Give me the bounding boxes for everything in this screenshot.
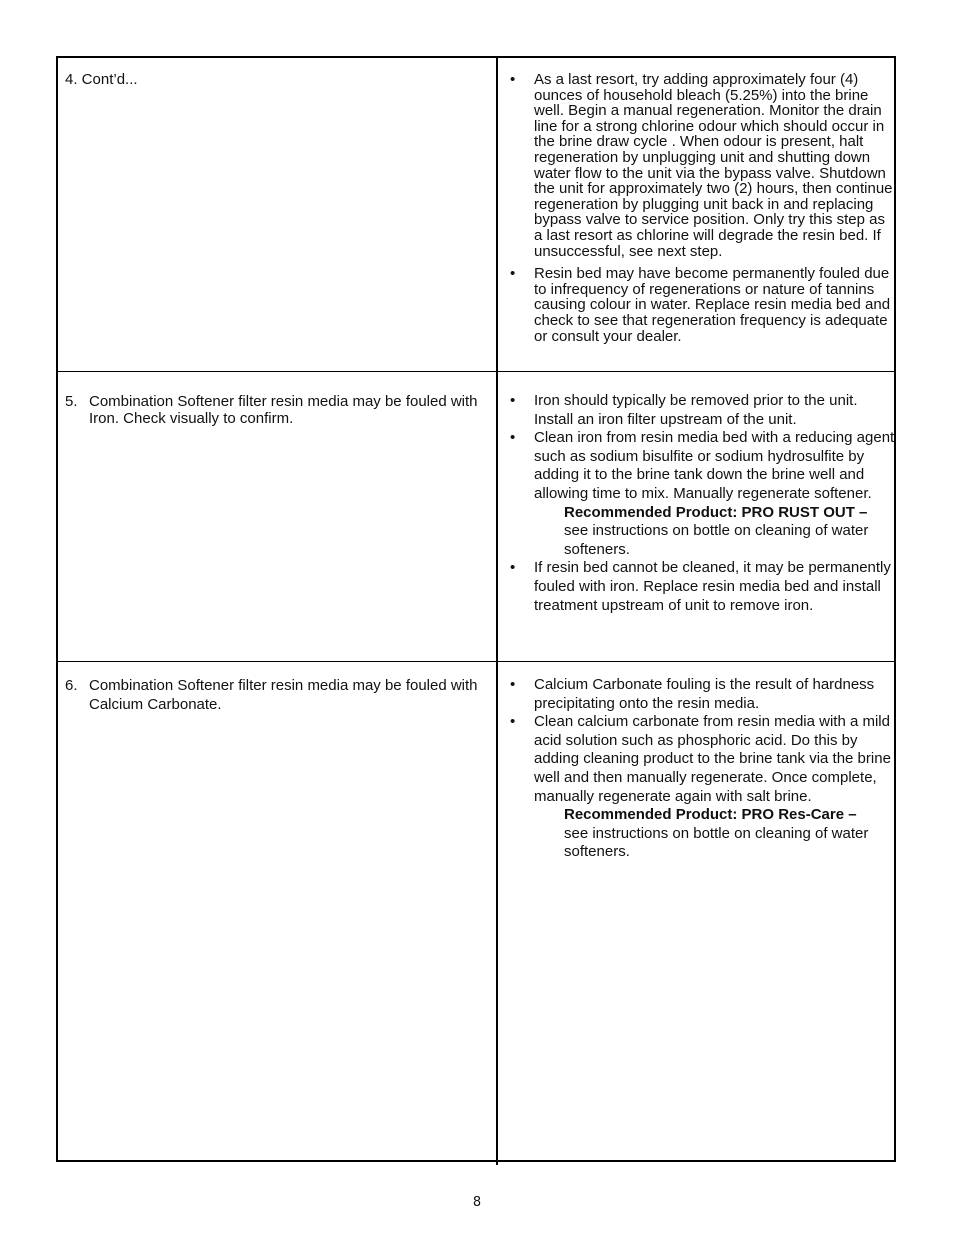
recommended-product (534, 806, 895, 862)
recommended-product-label: Recommended Product: PRO Res-Care – (564, 806, 857, 824)
row-divider (58, 371, 896, 372)
problem-number: 6. (65, 677, 78, 694)
problem-text: Combination Softener filter resin media may be fouled with Iron. Check visually to confirm. (89, 393, 478, 427)
solution-text: Resin bed may have become permanently fouled due to infrequency of regenerations or nature of tannins causing colour in water. Replace resin media bed and check to see that regeneration frequency is adequate or consult your dealer. (534, 265, 891, 345)
list-item (510, 429, 895, 559)
bullet-icon: • (510, 429, 516, 447)
row-divider (58, 661, 896, 662)
problem-cell-row-4 (65, 72, 485, 88)
list-item (510, 559, 895, 615)
solution-text: Iron should typically be removed prior to the unit. Install an iron filter upstream of the unit. (534, 392, 858, 428)
page-number: 8 (472, 1195, 482, 1210)
list-item (510, 266, 895, 344)
solution-cell-row-5 (510, 392, 895, 615)
list-item (510, 713, 895, 862)
solution-cell-row-4 (510, 72, 895, 351)
recommended-product-text: see instructions on bottle on cleaning of water softeners. (564, 522, 869, 558)
bullet-icon: • (510, 559, 516, 577)
solution-text: If resin bed cannot be cleaned, it may be permanently fouled with iron. Replace resin media bed and install treatment upstream of unit to remove iron. (534, 559, 891, 614)
bullet-icon: • (510, 265, 516, 283)
recommended-product-text: see instructions on bottle on cleaning of water softeners. (564, 824, 869, 861)
recommended-product (534, 504, 895, 560)
solution-text: Calcium Carbonate fouling is the result of hardness precipitating onto the resin media. (534, 676, 875, 712)
solution-text: As a last resort, try adding approximately four (4) ounces of household bleach (5.25%) into the brine well. Begin a manual regeneration. Monitor the drain line for a strong chlorine odour which should occur in the brine draw cycle . When odour is present, halt regeneration by unplugging unit and shutting down water flow to the unit via the bypass valve. Shutdown the unit for approximately two (2) hours, then continue regeneration by plugging unit back in and replacing bypass valve to service position. Only try this step as a last resort as chlorine will degrade the resin bed. If unsuccessful, see next step. (534, 71, 893, 260)
problem-cell-row-5 (65, 393, 485, 427)
problem-text: Combination Softener filter resin media may be fouled with Calcium Carbonate. (89, 677, 478, 713)
problem-number: 5. (65, 393, 78, 410)
solution-text: Clean iron from resin media bed with a reducing agent such as sodium bisulfite or sodium hydrosulfite by adding it to the brine tank down the brine well and allowing time to mix. Manually regenerate softener. (534, 429, 895, 502)
list-item (510, 72, 895, 259)
bullet-icon: • (510, 676, 516, 693)
problem-cell-row-6 (65, 677, 485, 714)
column-divider (496, 56, 498, 1165)
problem-text: 4. Cont’d... (65, 71, 138, 88)
list-item (510, 392, 895, 429)
bullet-icon: • (510, 392, 516, 409)
list-item (510, 676, 895, 713)
bullet-icon: • (510, 713, 516, 731)
solution-text: Clean calcium carbonate from resin media with a mild acid solution such as phosphoric acid. Do this by adding cleaning product to the brine tank via the brine well and then manually regenerate. Once complete, manually regenerate again with salt brine. (534, 713, 891, 805)
bullet-icon: • (510, 71, 516, 88)
solution-cell-row-6 (510, 676, 895, 862)
recommended-product-label: Recommended Product: PRO RUST OUT – (564, 503, 868, 521)
